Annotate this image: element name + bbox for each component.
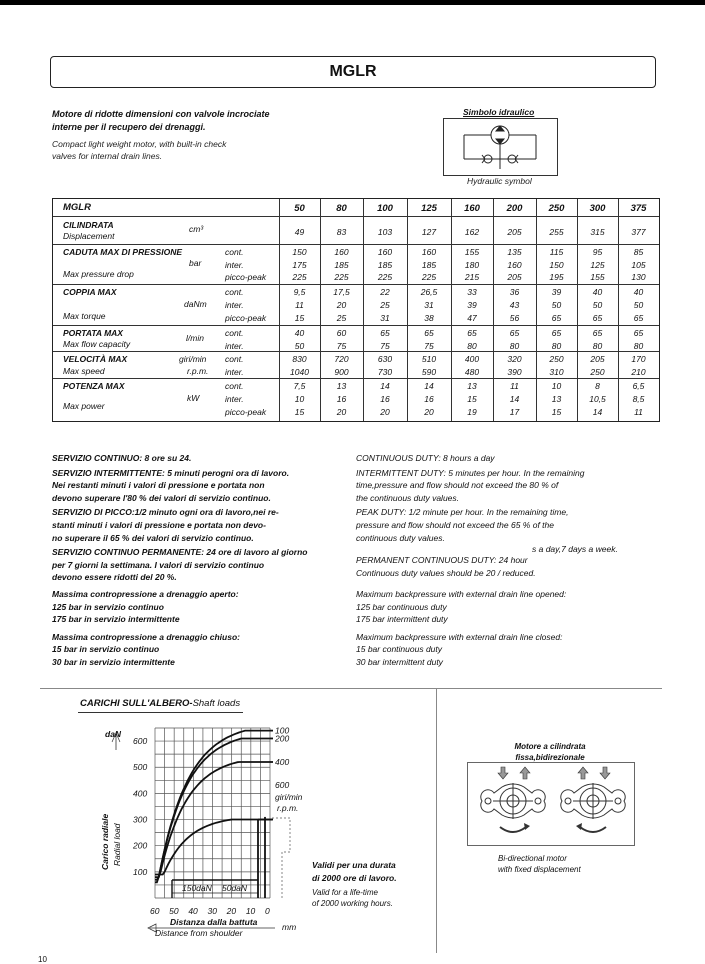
cell-pressure: 155 [464,247,480,257]
cell-flow: 65 [633,328,644,338]
cell-pressure: 160 [334,247,349,257]
bp-it-open-1: 125 bar in servizio continuo [52,601,164,612]
cell-speed: 900 [334,366,349,377]
table-size-250: 250 [548,203,565,214]
cell-power: 6,5 [632,381,645,391]
table-size-80: 80 [336,203,347,214]
cell-power: 10 [294,394,305,404]
cell-speed: 720 [334,354,349,364]
cell-torque: 20 [336,300,347,310]
x-tick-10: 10 [245,906,256,916]
sub-flow-1: inter. [225,340,244,351]
curve-label-400: 400 [275,757,290,767]
duty-it-5: stanti minuti i valori di pressione e portata non devo- [52,519,266,530]
cell-power: 19 [467,407,477,417]
valid-en-2: of 2000 working hours. [312,899,393,909]
cell-torque: 25 [380,300,390,310]
intro-en-line2: valves for internal drain lines. [52,151,163,161]
cell-flow: 75 [336,340,347,351]
cell-torque: 36 [509,287,520,297]
label-pressure-en: Max pressure drop [63,269,134,279]
cell-torque: 40 [633,287,644,297]
cell-speed: 390 [507,366,522,377]
cell-power: 17 [509,407,520,417]
y-tick-400: 400 [133,788,148,799]
cell-speed: 250 [590,366,605,377]
table-size-125: 125 [421,203,437,214]
cell-displacement: 162 [464,227,480,237]
speed-unit-2: r.p.m. [277,803,299,813]
unit-power: kW [187,393,200,403]
cell-power: 13 [551,394,562,404]
bidirectional-motor-icon [468,763,634,845]
y-tick-500: 500 [133,762,148,773]
intro-it-line1: Motore di ridotte dimensioni con valvole incrociate [52,109,270,119]
sub-pressure-1: inter. [225,259,244,270]
x-unit: mm [282,922,297,932]
cell-pressure: 115 [549,247,564,257]
cell-flow: 80 [467,340,477,351]
duty-en-7: s a day,7 days a week. [532,544,618,555]
table-size-50: 50 [294,203,305,214]
cell-torque: 65 [633,313,644,323]
cell-pressure: 160 [421,247,437,257]
duty-en-9: Continuous duty values should be 20 / reduced. [356,567,536,578]
intro-en-line1: Compact light weight motor, with built-in check [52,139,227,149]
cell-pressure: 175 [292,259,307,270]
valid-it-1: Validi per una durata [312,860,396,870]
sub-pressure-0: cont. [225,247,244,257]
cell-flow: 65 [467,328,477,338]
cell-flow: 40 [294,328,305,338]
duty-en-1: INTERMITTENT DUTY: 5 minutes per hour. In the remaining [356,467,585,478]
cell-power: 8,5 [632,394,645,404]
cell-power: 10,5 [589,394,606,404]
cell-power: 16 [424,394,434,404]
cell-power: 20 [380,407,390,417]
duty-en-5: pressure and flow should not exceed the 65 % of the [356,519,554,530]
cell-flow: 80 [551,340,562,351]
sub-power-0: cont. [225,381,244,391]
bp-it-closed-0: Massima contropressione a drenaggio chiuso: [52,631,240,642]
x-label-it: Distanza dalla battuta [170,917,258,927]
cell-torque: 56 [509,313,520,323]
cell-flow: 80 [509,340,520,351]
cell-pressure: 95 [592,247,603,257]
y-label-it: Carico radiale [100,813,110,870]
duty-en-0: CONTINUOUS DUTY: 8 hours a day [356,453,495,463]
cell-torque: 39 [551,287,562,297]
x-tick-30: 30 [207,906,217,916]
duty-it-1: SERVIZIO INTERMITTENTE: 5 minuti perogni ora di lavoro. [52,467,290,478]
cell-power: 13 [336,381,347,391]
cell-displacement: 127 [421,227,437,237]
duty-en-2: time,pressure and flow should not exceed the 80 % of [356,480,559,491]
cell-power: 15 [294,407,305,417]
bp-en-open-0: Maximum backpressure with external drain line opened: [356,589,567,599]
cell-flow: 75 [424,340,434,351]
cell-flow: 65 [592,328,603,338]
cell-torque: 25 [336,313,347,323]
label-torque-it: COPPIA MAX [63,287,117,297]
unit-torque: daNm [184,299,207,309]
table-size-375: 375 [630,203,647,214]
cell-displacement: 49 [294,227,305,237]
x-tick-60: 60 [150,906,160,916]
sub-torque-1: inter. [225,300,244,310]
cell-power: 14 [380,381,390,391]
curve-label-600: 600 [275,780,290,790]
unit-displacement: cm³ [189,224,204,234]
cell-pressure: 135 [507,247,522,257]
cell-speed: 1040 [290,366,309,377]
intro-it-line2: interne per il recupero dei drenaggi. [52,122,206,132]
cell-pressure: 125 [590,259,605,270]
cell-pressure: 185 [377,259,393,270]
valid-it-2: di 2000 ore di lavoro. [312,872,397,883]
unit-speed-1: giri/min [179,354,207,364]
cell-torque: 50 [592,300,603,310]
bp-en-closed-0: Maximum backpressure with external drain line closed: [356,631,563,642]
cell-power: 14 [592,407,603,417]
table-size-200: 200 [506,203,523,214]
cell-speed: 210 [631,366,646,377]
y-tick-100: 100 [133,866,148,877]
sub-flow-0: cont. [225,328,244,338]
y-tick-600: 600 [133,736,148,747]
cell-displacement: 103 [377,227,393,237]
cell-power: 20 [336,407,347,417]
unit-flow: l/min [186,333,204,343]
x-tick-0: 0 [265,906,270,916]
cell-power: 11 [634,407,643,417]
unit-speed-2: r.p.m. [187,366,209,376]
cell-pressure: 105 [631,259,646,270]
cell-pressure: 160 [507,259,522,270]
duty-it-9: devono essere ridotti del 20 %. [52,572,177,583]
cell-speed: 320 [507,354,522,364]
label-speed-en: Max speed [63,366,105,376]
cell-pressure: 85 [633,247,644,257]
x-tick-50: 50 [169,906,179,916]
curve-label-100: 100 [275,725,290,736]
curve-label-200: 200 [275,733,290,744]
cell-torque: 65 [592,313,603,323]
cell-power: 7,5 [293,381,306,391]
cell-displacement: 315 [590,227,605,237]
y-label-en: Radial load [112,823,122,866]
bp-it-closed-1: 15 bar in servizio continuo [52,644,160,655]
cell-pressure: 225 [377,272,393,282]
table-header-label: MGLR [63,202,91,213]
table-size-160: 160 [464,203,480,214]
cell-power: 15 [551,407,562,417]
label-torque-en: Max torque [63,311,106,321]
y-unit: daN [105,729,122,739]
cell-torque: 40 [592,287,603,297]
motor-caption-2: with fixed displacement [498,865,581,874]
shaft-title-it: CARICHI SULL'ALBERO- [80,698,193,709]
bp-it-open-0: Massima contropressione a drenaggio aperto: [52,589,239,599]
unit-pressure: bar [189,258,202,268]
cell-speed: 730 [377,366,393,377]
table-size-100: 100 [377,203,393,214]
cell-pressure: 185 [334,259,349,270]
speed-unit-1: giri/min [275,792,303,802]
bp-en-closed-1: 15 bar continuous duty [356,644,443,655]
sub-pressure-2: picco-peak [225,272,267,282]
duty-it-7: SERVIZIO CONTINUO PERMANENTE: 24 ore di lavoro al giorno [52,547,308,558]
duty-it-3: devono superare l'80 % dei valori di servizio continuo. [52,492,271,503]
cell-speed: 510 [421,354,437,364]
cell-flow: 65 [380,328,390,338]
duty-it-8: per 7 giorni la settimana. I valori di servizio continuo [52,559,265,570]
cell-pressure: 205 [507,272,522,282]
cell-pressure: 160 [377,247,393,257]
cell-displacement: 83 [336,227,347,237]
cell-flow: 50 [294,340,305,351]
cell-pressure: 225 [334,272,349,282]
cell-power: 10 [551,381,562,391]
cell-pressure: 185 [421,259,437,270]
sub-power-2: picco-peak [225,407,267,417]
bp-it-open-2: 175 bar in servizio intermittente [52,614,180,625]
motor-caption [498,853,581,875]
cell-torque: 65 [551,313,562,323]
label-speed-it: VELOCITÀ MAX [63,354,128,364]
sub-torque-0: cont. [225,287,244,297]
validity-note [312,859,397,909]
cell-torque: 15 [294,313,305,323]
cell-flow: 65 [509,328,520,338]
bp-it-closed-2: 30 bar in servizio intermittente [52,656,175,667]
page-number: 10 [38,955,47,964]
cell-torque: 39 [467,300,477,310]
cell-flow: 65 [424,328,434,338]
cell-power: 8 [595,381,600,391]
duty-en-3: the continuous duty values. [356,492,460,503]
x-label-en: Distance from shoulder [155,928,243,938]
table-size-300: 300 [589,203,606,214]
cell-torque: 43 [509,300,520,310]
symbol-caption: Hydraulic symbol [467,176,532,186]
motor-title-1: Motore a cilindrata [514,742,586,751]
cell-flow: 80 [633,340,644,351]
bp-en-closed-2: 30 bar intermittent duty [356,656,443,667]
cell-torque: 31 [380,313,390,323]
motor-title [510,741,590,763]
cell-displacement: 205 [507,227,522,237]
cell-pressure: 155 [590,272,605,282]
duty-it-6: no superare il 65 % dei valori di servizio continuo. [52,532,254,543]
duty-en-4: PEAK DUTY: 1/2 minute per hour. In the remaining time, [356,507,569,518]
cell-pressure: 150 [292,247,307,257]
motor-title-2: fissa,bidirezionale [515,753,585,762]
cell-torque: 22 [380,287,390,297]
bp-en-open-1: 125 bar continuous duty [356,601,447,612]
cell-speed: 250 [549,354,564,364]
motor-caption-1: Bi-directional motor [498,854,567,863]
cell-flow: 65 [551,328,562,338]
x-tick-40: 40 [188,906,198,916]
sub-speed-1: inter. [225,366,244,377]
cell-speed: 830 [292,354,307,364]
duty-en-8: PERMANENT CONTINUOUS DUTY: 24 hour [356,555,528,566]
cell-pressure: 150 [549,259,564,270]
cell-flow: 60 [336,328,347,338]
duty-it-2: Nei restanti minuti i valori di pressione e portata non [52,480,265,491]
valid-en-1: Valid for a life-time [312,888,378,898]
page-title: MGLR [329,63,377,80]
cell-speed: 400 [464,354,480,364]
cell-power: 20 [424,407,434,417]
cell-flow: 80 [592,340,603,351]
motor-diagram-box [467,762,635,846]
label-power-en: Max power [63,401,105,411]
y-tick-200: 200 [133,840,148,851]
cell-torque: 17,5 [333,287,350,297]
cell-torque: 9,5 [293,287,306,297]
label-power-it: POTENZA MAX [63,381,125,391]
cell-torque: 47 [467,313,477,323]
duty-it-4: SERVIZIO DI PICCO:1/2 minuto ogni ora di lavoro,nei re- [52,507,279,518]
bp-en-open-2: 175 bar intermittent duty [356,614,448,625]
cell-pressure: 215 [464,272,480,282]
label-displacement-it: CILINDRATA [63,220,114,230]
cell-speed: 170 [631,354,646,364]
cell-torque: 38 [424,313,434,323]
y-tick-300: 300 [133,814,148,825]
sub-torque-2: picco-peak [225,313,267,323]
shaft-title-en: Shaft loads [192,698,241,709]
cell-pressure: 225 [292,272,307,282]
symbol-title: Simbolo idraulico [463,107,535,117]
cell-pressure: 225 [421,272,437,282]
cell-torque: 31 [424,300,434,310]
cell-pressure: 130 [631,272,646,282]
sub-power-1: inter. [225,394,244,404]
cell-power: 16 [380,394,390,404]
cell-speed: 310 [549,366,564,377]
cell-displacement: 255 [549,227,564,237]
cell-torque: 50 [633,300,644,310]
cell-pressure: 180 [464,259,480,270]
label-displacement-en: Displacement [63,231,115,241]
dim-150dan: 150daN [182,883,212,893]
cell-speed: 480 [464,366,480,377]
cell-power: 16 [336,394,347,404]
label-flow-en: Max flow capacity [63,339,131,349]
dim-50dan: 50daN [222,883,248,893]
cell-power: 15 [467,394,477,404]
cell-torque: 33 [467,287,477,297]
sub-speed-0: cont. [225,354,244,364]
cell-power: 11 [510,381,519,391]
cell-torque: 11 [295,300,304,310]
cell-torque: 26,5 [420,287,438,297]
cell-speed: 205 [590,354,605,364]
cell-flow: 75 [380,340,390,351]
label-flow-it: PORTATA MAX [63,328,123,338]
cell-pressure: 195 [549,272,564,282]
cell-power: 14 [424,381,434,391]
duty-it-0: SERVIZIO CONTINUO: 8 ore su 24. [52,453,192,463]
cell-displacement: 377 [631,227,646,237]
cell-power: 13 [467,381,477,391]
label-pressure-it: CADUTA MAX DI PRESSIONE [63,247,183,257]
cell-torque: 50 [551,300,562,310]
duty-en-6: continuous duty values. [356,532,445,543]
cell-power: 14 [509,394,520,404]
x-tick-20: 20 [226,906,237,916]
cell-speed: 630 [377,354,393,364]
cell-speed: 590 [421,366,437,377]
